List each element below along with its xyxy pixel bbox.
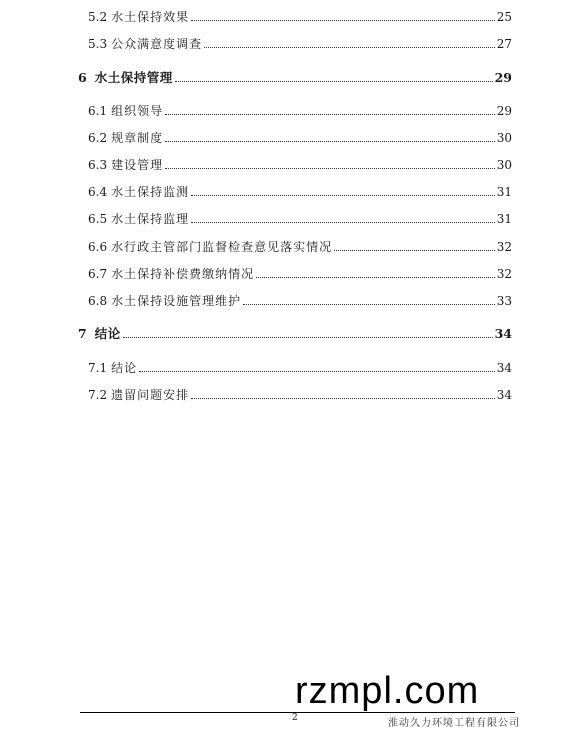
toc-entry-number: 6.5: [88, 212, 108, 226]
toc-entry-number: 7.2: [88, 388, 108, 402]
toc-entry-page: 34: [496, 388, 512, 402]
toc-entry-title: 水土保持监理: [111, 212, 190, 226]
toc-entry-6-1[interactable]: [88, 104, 512, 118]
toc-leader-dots: [243, 303, 495, 305]
toc-entry-title: 组织领导: [111, 104, 164, 118]
watermark-text: rzmpl.com: [295, 670, 480, 712]
toc-leader-dots: [123, 336, 493, 338]
toc-entry-6-2[interactable]: [88, 131, 512, 145]
toc-leader-dots: [175, 80, 493, 82]
toc-leader-dots: [191, 19, 495, 21]
toc-entry-title: 建设管理: [111, 158, 164, 172]
toc-entry-title: 结论: [111, 361, 138, 375]
toc-entry-number: 6.1: [88, 104, 108, 118]
toc-entry-5-2[interactable]: [88, 10, 512, 24]
toc-entry-page: 32: [496, 240, 512, 254]
toc-leader-dots: [165, 140, 495, 142]
toc-entry-page: 31: [496, 212, 512, 226]
toc-entry-number: 6.8: [88, 294, 108, 308]
toc-entry-title: 水土保持设施管理维护: [111, 294, 242, 308]
toc-entry-page: 30: [496, 158, 512, 172]
toc-entry-number: 5.2: [88, 10, 108, 24]
toc-entry-6[interactable]: [78, 71, 512, 85]
toc-entry-number: 6.6: [88, 240, 108, 254]
toc-leader-dots: [165, 113, 495, 115]
toc-entry-6-6[interactable]: [88, 240, 512, 254]
toc-entry-title: 水土保持管理: [94, 70, 173, 85]
toc-entry-title: 水行政主管部门监督检查意见落实情况: [111, 240, 333, 254]
toc-leader-dots: [165, 167, 495, 169]
toc-entry-page: 31: [496, 185, 512, 199]
toc-entry-page: 34: [496, 361, 512, 375]
toc-entry-page: 27: [496, 37, 512, 51]
toc-entry-title: 遗留问题安排: [111, 388, 190, 402]
toc-entry-6-7[interactable]: [88, 267, 512, 281]
toc-entry-title: 规章制度: [111, 131, 164, 145]
toc-entry-number: 6.4: [88, 185, 108, 199]
footer-page-number: 2: [292, 713, 298, 723]
toc-entry-6-5[interactable]: [88, 212, 512, 226]
toc-entry-6-3[interactable]: [88, 158, 512, 172]
toc-entry-5-3[interactable]: [88, 37, 512, 51]
toc-entry-6-4[interactable]: [88, 185, 512, 199]
toc-leader-dots: [191, 397, 495, 399]
toc-entry-title: 水土保持监测: [111, 185, 190, 199]
toc-entry-7[interactable]: [78, 327, 512, 341]
toc-entry-page: 29: [496, 104, 512, 118]
toc-entry-6-8[interactable]: [88, 294, 512, 308]
toc-leader-dots: [139, 370, 495, 372]
toc-entry-number: 6.7: [88, 267, 108, 281]
toc-entry-7-2[interactable]: [88, 388, 512, 402]
toc-entry-page: 34: [494, 326, 512, 341]
toc-entry-page: 29: [494, 70, 512, 85]
toc-leader-dots: [191, 221, 495, 223]
toc-leader-dots: [256, 276, 495, 278]
toc-entry-page: 33: [496, 294, 512, 308]
toc-entry-title: 水土保持效果: [111, 10, 190, 24]
toc-entry-number: 7.1: [88, 361, 108, 375]
toc-entry-number: 6: [78, 70, 87, 85]
footer-company-name: 淮动久力环境工程有限公司: [388, 718, 520, 729]
toc-entry-title: 水土保持补偿费缴纳情况: [111, 267, 255, 281]
toc-leader-dots: [334, 249, 495, 251]
toc-leader-dots: [191, 194, 495, 196]
toc-entry-number: 5.3: [88, 37, 108, 51]
toc-entry-number: 7: [78, 326, 87, 341]
toc-entry-number: 6.2: [88, 131, 108, 145]
toc-entry-page: 30: [496, 131, 512, 145]
toc-entry-title: 结论: [94, 326, 121, 341]
toc-entry-page: 25: [496, 10, 512, 24]
toc-entry-title: 公众满意度调查: [111, 37, 203, 51]
toc-entry-7-1[interactable]: [88, 361, 512, 375]
toc-entry-page: 32: [496, 267, 512, 281]
toc-leader-dots: [204, 46, 495, 48]
toc-entry-number: 6.3: [88, 158, 108, 172]
